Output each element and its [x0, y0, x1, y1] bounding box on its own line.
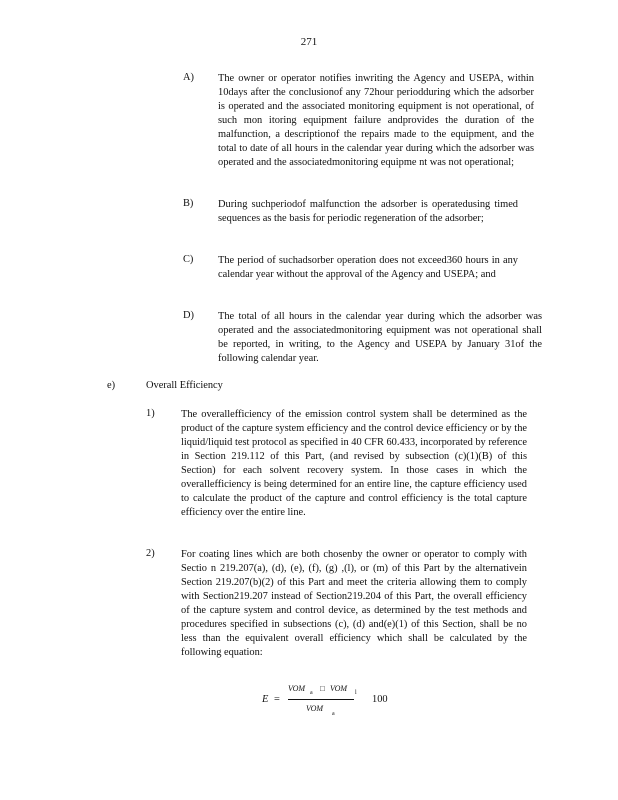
list-label-1: 1) [146, 408, 155, 419]
fraction-bar [288, 699, 354, 700]
page-number: 271 [300, 36, 318, 48]
equation [262, 684, 422, 724]
denominator-sub: a [332, 711, 335, 717]
paragraph-d: The total of all hours in the calendar year during which the adsorber was operated and the associatedmonitoring equipment was not operational shall be reported, in writing, to the Agency and USEPA by January 31of the following calendar year. [218, 311, 542, 364]
numerator-sub-b: l [355, 690, 357, 696]
paragraph-2: For coating lines which are both chosenby the owner or operator to comply with Sectio n 219.207(a), (d), (e), (f), (g) ,(l), or (m) of this Part by the alternativein Section 219.207(b)(2) of this Part and meet the criteria allowing them to comply with Section219.207 instead of Section219.204 of this Part, the overall efficiency of the capture system and control device, as determined by the test methods and procedures specified in subsections (c), (d) and(e)(1) of this Section, shall be no less than the equivalent overall efficiency which shall be calculated by the following equation: [181, 549, 527, 658]
list-label-d: D) [183, 310, 194, 321]
numerator-term-a: VOM [288, 684, 306, 693]
numerator-term-b: VOM [330, 684, 348, 693]
section-title: Overall Efficiency [146, 380, 223, 391]
list-label-2: 2) [146, 548, 155, 559]
list-label-c: C) [183, 254, 194, 265]
numerator-sub-a: a [310, 690, 313, 696]
list-label-a: A) [183, 72, 194, 83]
paragraph-1: The overallefficiency of the emission control system shall be determined as the product of the capture system efficiency and the control device efficiency or by the liquid/liquid test protocol as specified in 40 CFR 60.433, incorporated by reference in Section 219.112 of this Part, (and revised by subsection (c)(1)(B) of this Section) for each solvent recovery system. In those cases in which the overallefficiency is being determined for an entire line, the capture efficiency used to calculate the product of the capture and control efficiency is the total capture efficiency over the entire line. [181, 409, 527, 518]
section-label-e: e) [107, 380, 116, 391]
paragraph-b: During suchperiodof malfunction the adsorber is operatedusing timed sequences as the basis for periodic regeneration of the adsorber; [218, 199, 518, 224]
paragraph-a: The owner or operator notifies inwriting the Agency and USEPA, within 10days after the conclusionof any 72hour periodduring which the adsorber is operated and the associated monitoring equipment is not operational, of such mon itoring equipment failure andprovides the duration of the malfunction, a descriptionof the repairs made to the equipment, and the total to date of all hours in the calendar year during which the adsorber was operated and the associatedmonitoring equipme nt was not operational; [218, 73, 534, 168]
equation-equals: = [274, 694, 280, 705]
list-label-b: B) [183, 198, 194, 209]
equation-multiplier: 100 [372, 694, 388, 705]
denominator-term: VOM [306, 704, 324, 713]
paragraph-c: The period of suchadsorber operation does not exceed360 hours in any calendar year without the approval of the Agency and USEPA; and [218, 255, 518, 280]
equation-lhs: E [262, 694, 269, 705]
operator-symbol: □ [320, 684, 325, 693]
